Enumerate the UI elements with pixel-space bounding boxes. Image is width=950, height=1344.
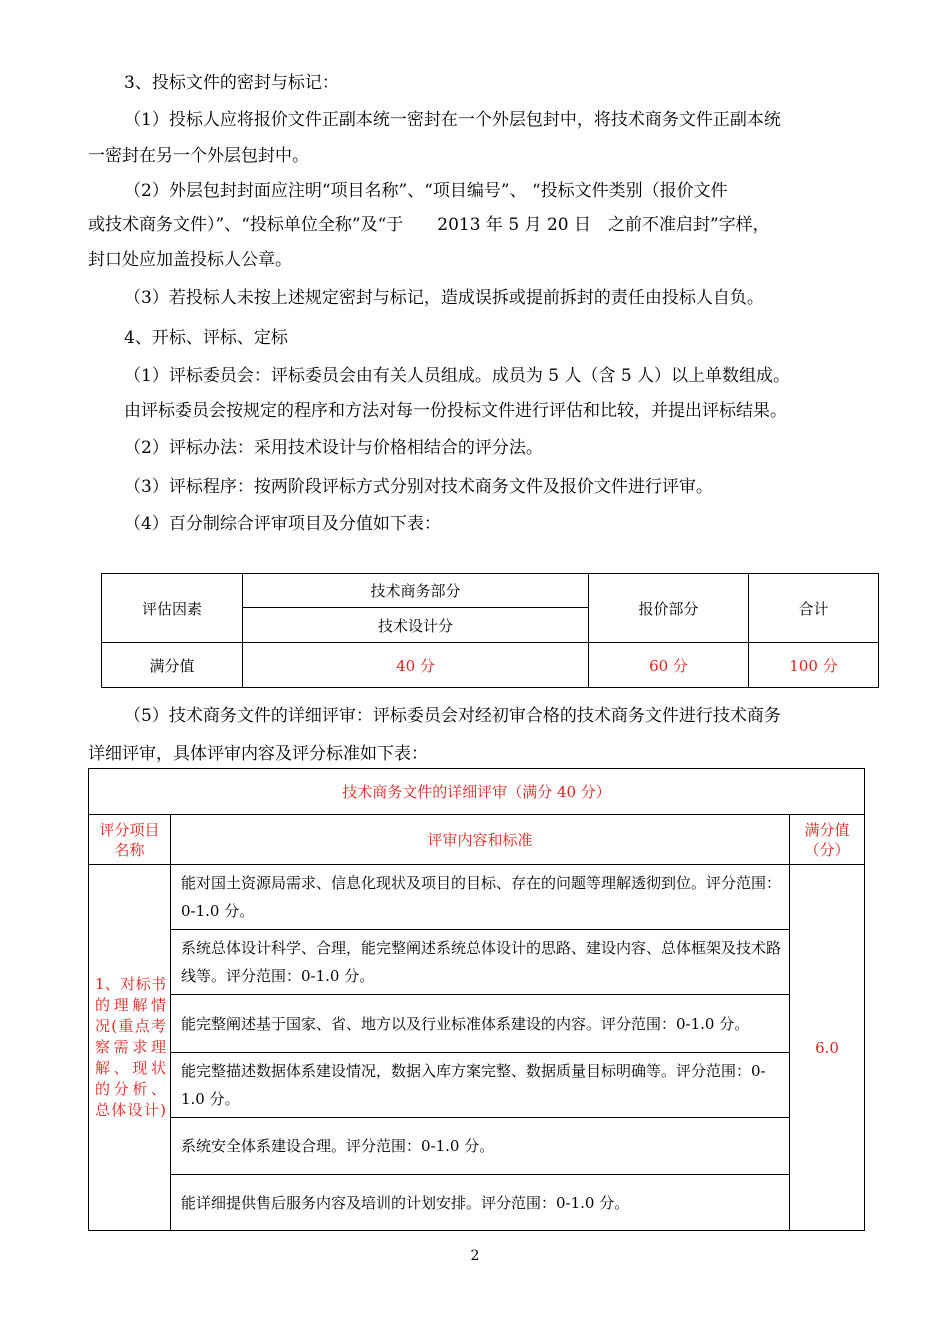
criterion-row: 能完整描述数据体系建设情况，数据入库方案完整、数据质量目标明确等。评分范围：0-1.0 分。 — [171, 1053, 790, 1118]
price-header: 报价部分 — [589, 574, 749, 643]
paragraph-line: （1）投标人应将报价文件正副本统一密封在一个外层包封中，将技术商务文件正副本统 — [124, 110, 781, 130]
category-cell — [89, 865, 171, 1231]
paragraph-line: （1）评标委员会：评标委员会由有关人员组成。成员为 5 人（含 5 人）以上单数组成。 — [124, 366, 791, 386]
paragraph-line: 详细评审，具体评审内容及评分标准如下表： — [88, 744, 428, 764]
heading-sealing: 3、投标文件的密封与标记： — [124, 73, 339, 93]
tech-group-header: 技术商务部分 — [243, 574, 589, 608]
criterion-row: 能对国土资源局需求、信息化现状及项目的目标、存在的问题等理解透彻到位。评分范围：0-1.0 分。 — [171, 865, 790, 930]
item-column-header: 评分项目名称 — [89, 815, 171, 865]
price-score-value: 60 分 — [589, 643, 749, 688]
detail-table-title: 技术商务文件的详细评审（满分 40 分） — [89, 769, 865, 815]
criterion-row: 系统安全体系建设合理。评分范围：0-1.0 分。 — [171, 1118, 790, 1175]
criterion-row: 能详细提供售后服务内容及培训的计划安排。评分范围：0-1.0 分。 — [171, 1175, 790, 1231]
criterion-row: 系统总体设计科学、合理，能完整阐述系统总体设计的思路、建设内容、总体框架及技术路线等。评分范围：0-1.0 分。 — [171, 930, 790, 995]
tech-score-value: 40 分 — [243, 643, 589, 688]
factor-header: 评估因素 — [102, 574, 243, 643]
paragraph-line: 由评标委员会按规定的程序和方法对每一份投标文件进行评估和比较，并提出评标结果。 — [124, 401, 787, 421]
detailed-review-table — [88, 768, 865, 1231]
score-summary-table — [101, 573, 879, 688]
tech-sub-header: 技术设计分 — [243, 608, 589, 643]
category-score: 6.0 — [790, 865, 865, 1231]
paragraph-line: 封口处应加盖投标人公章。 — [88, 250, 292, 270]
full-score-label: 满分值 — [102, 643, 243, 688]
score-column-header: 满分值（分） — [790, 815, 865, 865]
paragraph-line: 或技术商务文件）”、“投标单位全称”及“于 2013 年 5 月 20 日 之前不准启封”字样， — [88, 215, 770, 235]
criterion-row: 能完整阐述基于国家、省、地方以及行业标准体系建设的内容。评分范围：0-1.0 分。 — [171, 995, 790, 1053]
paragraph-line: （3）若投标人未按上述规定密封与标记，造成误拆或提前拆封的责任由投标人自负。 — [124, 288, 764, 308]
category-label: 1、对标书的理解情况(重点考察需求理解、现状的分析、总体设计) — [95, 975, 166, 1119]
paragraph-line: （2）评标办法：采用技术设计与价格相结合的评分法。 — [124, 438, 543, 458]
page-number: 2 — [470, 1248, 480, 1264]
paragraph-line: （3）评标程序：按两阶段评标方式分别对技术商务文件及报价文件进行评审。 — [124, 477, 713, 497]
paragraph-line: （2）外层包封封面应注明“项目名称”、“项目编号”、 “投标文件类别（报价文件 — [124, 181, 728, 201]
total-score-value: 100 分 — [749, 643, 879, 688]
paragraph-line: （5）技术商务文件的详细评审：评标委员会对经初审合格的技术商务文件进行技术商务 — [124, 706, 781, 726]
heading-bid-evaluation: 4、开标、评标、定标 — [124, 328, 288, 348]
total-header: 合计 — [749, 574, 879, 643]
criteria-column-header: 评审内容和标准 — [171, 815, 790, 865]
paragraph-line: （4）百分制综合评审项目及分值如下表： — [124, 514, 441, 534]
paragraph-line: 一密封在另一个外层包封中。 — [88, 146, 309, 166]
